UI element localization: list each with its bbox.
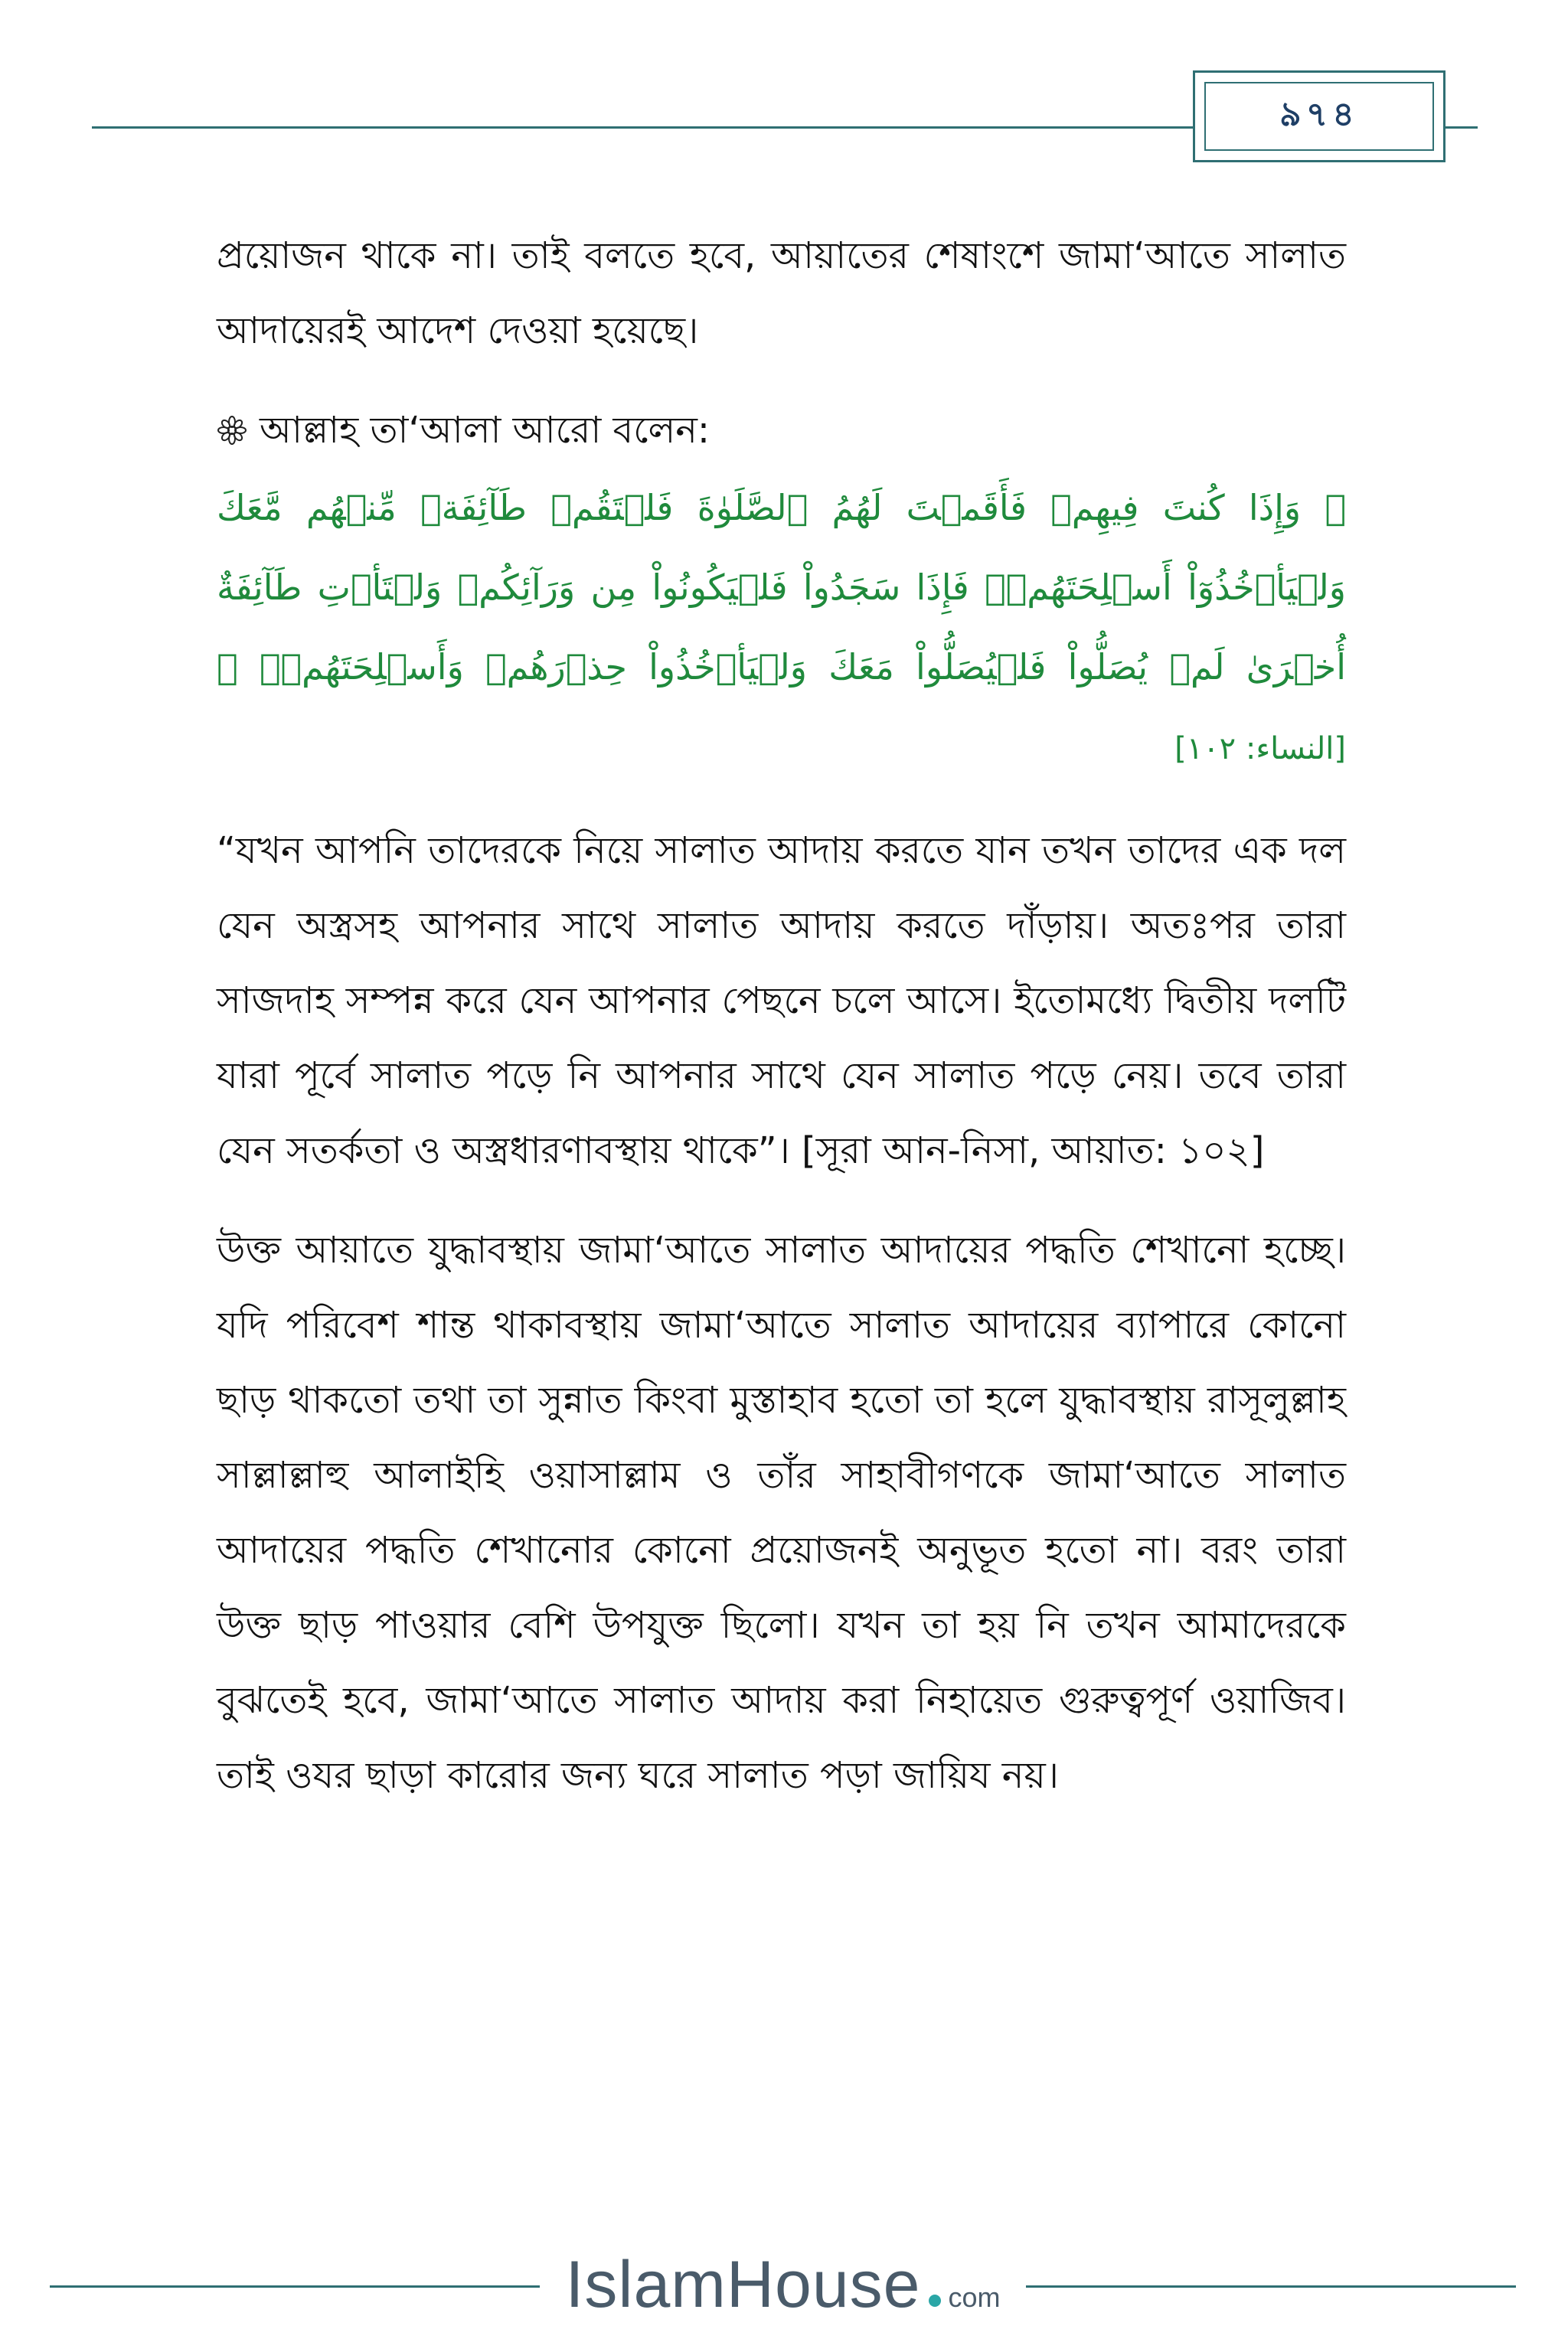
logo-wordmark: IslamHouse [565, 2248, 921, 2321]
quran-verse-text: ﴿ وَإِذَا كُنتَ فِيهِمۡ فَأَقَمۡتَ لَهُمُ ٱلصَّلَوٰةَ فَلۡتَقُمۡ طَآئِفَةٞ مِّنۡهُم مَّعَكَ وَلۡيَأۡخُذُوٓاْ أَسۡلِحَتَهُمۡۖ فَإِذَا سَجَدُواْ فَلۡيَكُونُواْ مِن وَرَآئِكُمۡ وَلۡتَأۡتِ طَآئِفَةٌ أُخۡرَىٰ لَمۡ يُصَلُّواْ فَلۡيُصَلُّواْ مَعَكَ وَلۡيَأۡخُذُواْ حِذۡرَهُمۡ وَأَسۡلِحَتَهُمۡۗ ﴾ [217, 487, 1346, 688]
footer-rule-left [50, 2285, 540, 2288]
logo-suffix: com [948, 2282, 1001, 2313]
flower-ornament-icon [217, 415, 247, 446]
page-number-inner-frame [1204, 82, 1434, 151]
paragraph-intro-continuation: প্রয়োজন থাকে না। তাই বলতে হবে, আয়াতের শেষাংশে জামা‘আতে সালাত আদায়েরই আদেশ দেওয়া হয়েছে। [217, 234, 1346, 352]
verse-translation-text: “যখন আপনি তাদেরকে নিয়ে সালাত আদায় করতে যান তখন তাদের এক দল যেন অস্ত্রসহ আপনার সাথে সালাত আদায় করতে দাঁড়ায়। অতঃপর তারা সাজদাহ সম্পন্ন করে যেন আপনার পেছনে চলে আসে। ইতোমধ্যে দ্বিতীয় দলটি যারা পূর্বে সালাত পড়ে নি আপনার সাথে যেন সালাত পড়ে নেয়। তবে তারা যেন সতর্কতা ও অস্ত্রধারণাবস্থায় থাকে”। [217, 829, 1346, 1172]
logo-dot-icon [929, 2295, 941, 2307]
page-content [217, 218, 1346, 1813]
page-number-frame [1193, 70, 1446, 162]
islamhouse-logo [540, 2247, 1026, 2324]
footer-rule-right [1026, 2285, 1516, 2288]
paragraph-explanation: উক্ত আয়াতে যুদ্ধাবস্থায় জামা‘আতে সালাত আদায়ের পদ্ধতি শেখানো হচ্ছে। যদি পরিবেশ শান্ত থাকাবস্থায় জামা‘আতে সালাত আদায়ের ব্যাপারে কোনো ছাড় থাকতো তথা তা সুন্নাত কিংবা মুস্তাহাব হতো তা হলে যুদ্ধাবস্থায় রাসূলুল্লাহ সাল্লাল্লাহু আলাইহি ওয়াসাল্লাম ও তাঁর সাহাবীগণকে জামা‘আতে সালাত আদায়ের পদ্ধতি শেখানোর কোনো প্রয়োজনই অনুভূত হতো না। বরং তারা উক্ত ছাড় পাওয়ার বেশি উপযুক্ত ছিলো। যখন তা হয় নি তখন আমাদেরকে বুঝতেই হবে, জামা‘আতে সালাত আদায় করা নিহায়েত গুরুত্বপূর্ণ ওয়াজিব। তাই ওযর ছাড়া কারোর জন্য ঘরে সালাত পড়া জায়িয নয়। [217, 1229, 1346, 1797]
quote-intro-text: আল্লাহ তা‘আলা আরো বলেন: [260, 409, 710, 452]
quran-verse-reference: [النساء: ١٠٢] [1174, 731, 1346, 766]
page-number: ৯৭৪ [1279, 94, 1359, 134]
verse-translation [217, 813, 1346, 1188]
verse-translation-reference: [সূরা আন-নিসা, আয়াত: ১০২] [802, 1129, 1265, 1172]
quran-verse-arabic [217, 468, 1346, 789]
quote-intro [217, 393, 1346, 468]
